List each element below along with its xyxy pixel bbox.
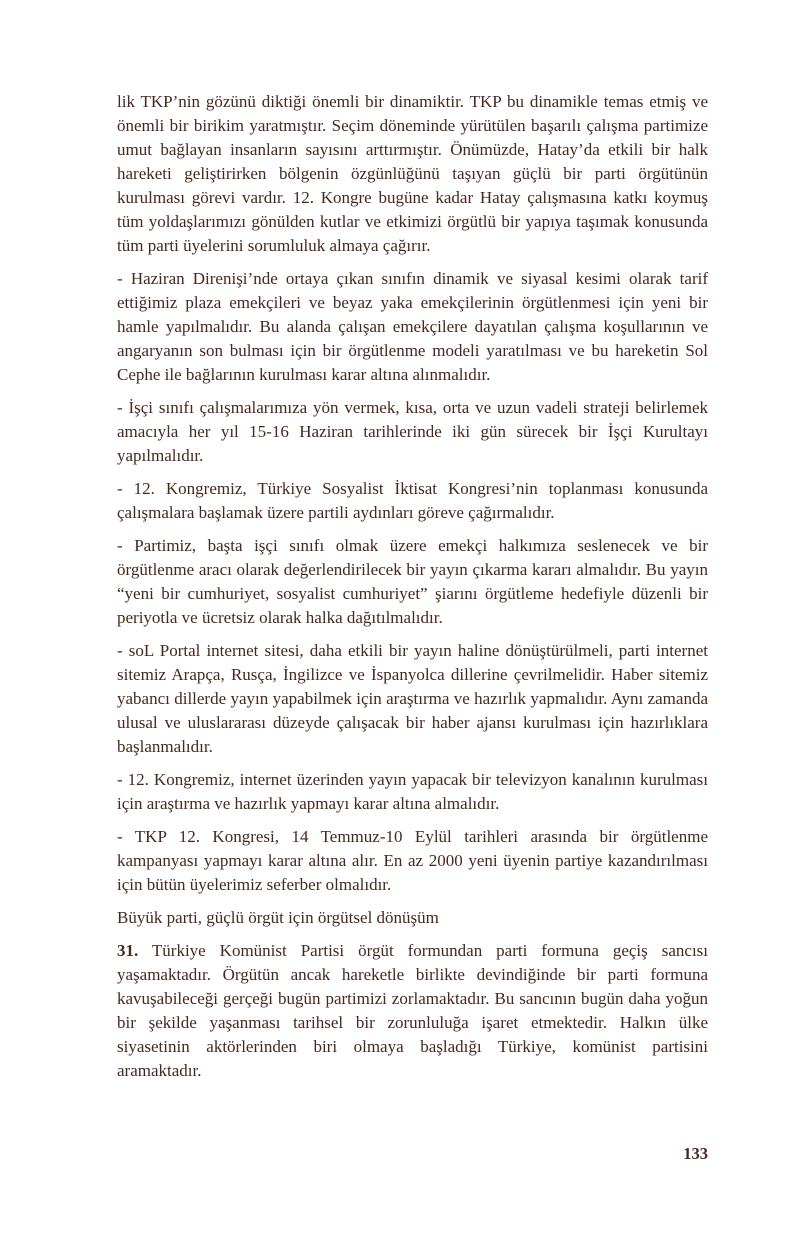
paragraph: - soL Portal internet sitesi, daha etkili bir yayın haline dönüştürülmeli, parti internet sitemiz Arapça, Rusça, İngilizce ve İspanyolca dillerine çevrilmelidir. Haber sitemiz yabancı dillerde yayın yapabilmek için araştırma ve hazırlık yapmalıdır. Aynı zamanda ulusal ve uluslararası düzeyde çalışacak bir haber ajansı kurulması için hazırlıklara başlanmalıdır. [117,641,708,756]
text-column [117,90,708,1083]
section-heading: Büyük parti, güçlü örgüt için örgütsel dönüşüm [117,908,439,927]
paragraph-text: Türkiye Komünist Partisi örgüt formundan parti formuna geçiş sancısı yaşamaktadır. Örgütün ancak hareketle birlikte devindiğinde bir parti formuna kavuşabileceği gerçeği bugün partimizi zorlamaktadır. Bu sancının bugün daha yoğun bir şekilde yaşanması tarihsel bir zorunluluğa işaret etmektedir. Halkın ülke siyasetinin aktörlerinden biri olmaya başladığı Türkiye, komünist partisini aramaktadır. [117,941,708,1080]
paragraph: - 12. Kongremiz, internet üzerinden yayın yapacak bir televizyon kanalının kurulması için araştırma ve hazırlık yapmayı karar altına almalıdır. [117,770,708,813]
paragraph: lik TKP’nin gözünü diktiği önemli bir dinamiktir. TKP bu dinamikle temas etmiş ve önemli bir birikim yaratmıştır. Seçim döneminde yürütülen başarılı çalışma partimize umut bağlayan insanların sayısını arttırmıştır. Önümüzde, Hatay’da etkili bir halk hareketi geliştirirken bölgenin özgünlüğünü taşıyan güçlü bir parti örgütünün kurulması görevi vardır. 12. Kongre bugüne kadar Hatay çalışmasına katkı koymuş tüm yoldaşlarımızı gönülden kutlar ve etkimizi örgütlü bir yapıya taşımak konusunda tüm parti üyelerini sorumluluk almaya çağırır. [117,92,708,255]
paragraph-number: 31. [117,941,139,960]
page-number: 133 [683,1144,708,1163]
paragraph: - 12. Kongremiz, Türkiye Sosyalist İktisat Kongresi’nin toplanması konusunda çalışmalara başlamak üzere partili aydınları göreve çağırmalıdır. [117,479,708,522]
paragraph: - Haziran Direnişi’nde ortaya çıkan sınıfın dinamik ve siyasal kesimi olarak tarif ettiğimiz plaza emekçileri ve beyaz yaka emekçilerinin örgütlenmesi için yeni bir hamle yapılmalıdır. Bu alanda çalışan emekçilere dayatılan çalışma koşullarının ve angaryanın son bulması için bir örgütlenme modeli yaratılması ve bu hareketin Sol Cephe ile bağlarının kurulması karar altına alınmalıdır. [117,269,708,384]
paragraph: - İşçi sınıfı çalışmalarımıza yön vermek, kısa, orta ve uzun vadeli strateji belirlemek amacıyla her yıl 15-16 Haziran tarihlerinde iki gün sürecek bir İşçi Kurultayı yapılmalıdır. [117,398,708,465]
paragraph: - Partimiz, başta işçi sınıfı olmak üzere emekçi halkımıza seslenecek ve bir örgütlenme aracı olarak değerlendirilecek bir yayın çıkarma kararı almalıdır. Bu yayın “yeni bir cumhuriyet, sosyalist cumhuriyet” şiarını örgütleme hedefiyle düzenli bir periyotla ve ücretsiz olarak halka dağıtılmalıdır. [117,536,708,627]
numbered-paragraph [117,939,708,1083]
paragraph: - TKP 12. Kongresi, 14 Temmuz-10 Eylül tarihleri arasında bir örgütlenme kampanyası yapmayı karar altına alır. En az 2000 yeni üyenin partiye kazandırılması için bütün üyelerimiz seferber olmalıdır. [117,827,708,894]
